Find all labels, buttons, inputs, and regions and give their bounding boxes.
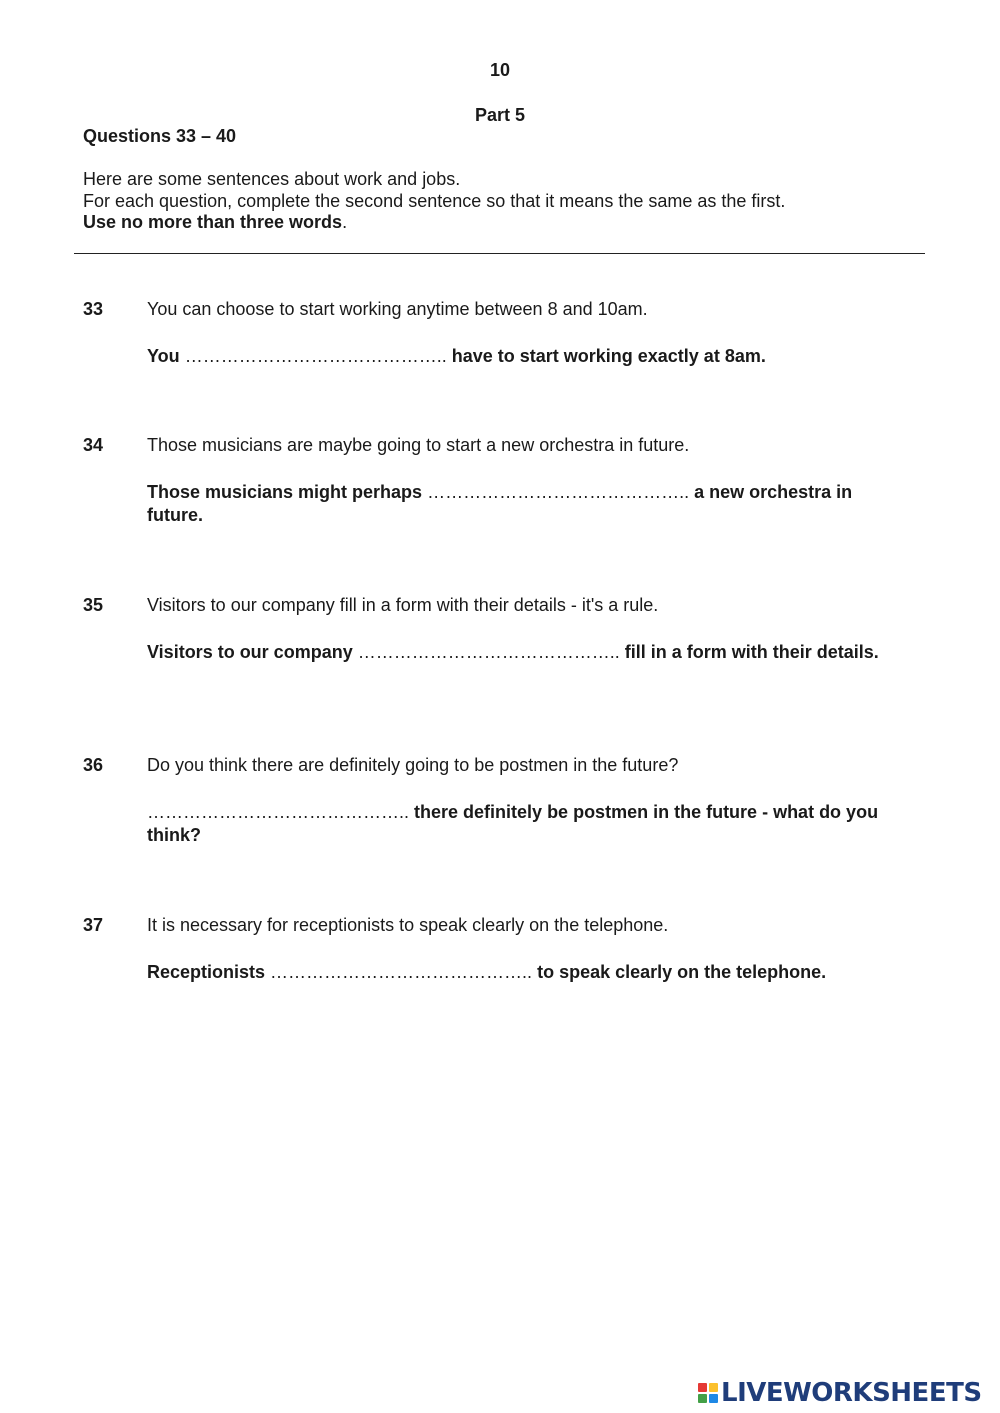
part-title: Part 5 (474, 105, 526, 125)
question-34 (83, 435, 903, 530)
question-prompt: You can choose to start working anytime between 8 and 10am. (147, 299, 648, 319)
logo-squares-icon (698, 1383, 718, 1403)
answer-after: to speak clearly on the telephone. (537, 962, 827, 982)
answer-blank[interactable]: …………………………………….. (357, 642, 620, 662)
answer-blank[interactable]: …………………………………….. (427, 482, 690, 502)
question-37 (83, 915, 903, 985)
answer-after: fill in a form with their details. (624, 642, 879, 662)
logo-square-green (698, 1394, 707, 1403)
question-prompt: Those musicians are maybe going to start a new orchestra in future. (147, 435, 690, 455)
question-number: 37 (83, 915, 104, 935)
question-number: 36 (83, 755, 104, 775)
answer-blank[interactable]: …………………………………….. (270, 962, 533, 982)
logo-square-red (698, 1383, 707, 1392)
answer-before: Those musicians might perhaps (147, 482, 423, 502)
question-35 (83, 595, 903, 690)
logo-text: LIVEWORKSHEETS (721, 1378, 982, 1408)
answer-sentence (147, 961, 907, 984)
instruction-line-2: For each question, complete the second sentence so that it means the same as the first. (83, 190, 786, 211)
question-prompt: Do you think there are definitely going to be postmen in the future? (147, 755, 679, 775)
answer-blank[interactable]: …………………………………….. (147, 802, 410, 822)
question-number: 33 (83, 299, 104, 319)
logo-square-blue (709, 1394, 718, 1403)
instruction-period: . (342, 212, 348, 232)
answer-after: a new orchestra in future. (147, 482, 853, 525)
answer-blank[interactable]: …………………………………….. (184, 346, 447, 366)
question-number: 34 (83, 435, 104, 455)
logo-square-yellow (709, 1383, 718, 1392)
answer-sentence (147, 345, 907, 368)
instructions (83, 169, 923, 234)
question-number: 35 (83, 595, 104, 615)
liveworksheets-logo[interactable] (698, 1378, 982, 1408)
instruction-line-3 (83, 212, 923, 234)
answer-before: Visitors to our company (147, 642, 353, 662)
answer-after: have to start working exactly at 8am. (451, 346, 766, 366)
answer-sentence (147, 481, 907, 527)
questions-range: Questions 33 – 40 (83, 126, 237, 146)
page-number: 10 (489, 60, 511, 80)
answer-after: there definitely be postmen in the future - what do you think? (147, 802, 879, 845)
question-33 (83, 299, 903, 369)
question-prompt: Visitors to our company fill in a form with their details - it's a rule. (147, 595, 659, 615)
answer-sentence (147, 641, 907, 664)
instruction-line-1: Here are some sentences about work and jobs. (83, 169, 461, 189)
answer-before: You (147, 346, 180, 366)
question-prompt: It is necessary for receptionists to speak clearly on the telephone. (147, 915, 669, 935)
answer-sentence (147, 801, 907, 847)
word-limit: Use no more than three words (83, 212, 343, 232)
answer-before: Receptionists (147, 962, 266, 982)
question-36 (83, 755, 903, 850)
divider (74, 253, 925, 254)
